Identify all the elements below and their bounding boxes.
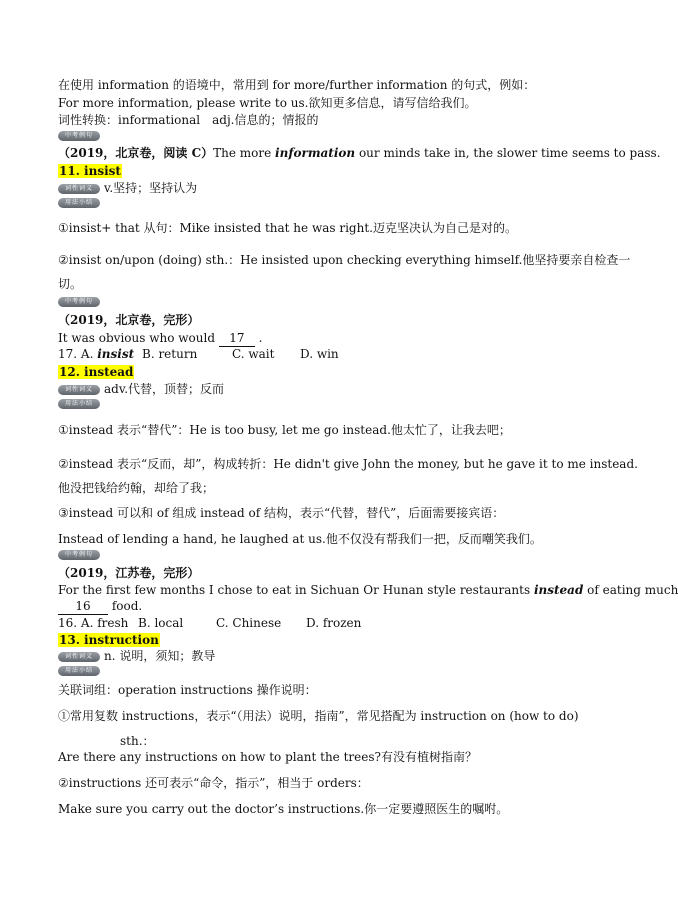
answer-options (58, 615, 390, 631)
usage-12-example: Instead of lending a hand, he laughed at us.他不仅没有帮我们一把，反而嘲笑我们。 (58, 532, 542, 546)
related-phrase: 关联词组：operation instructions 操作说明： (58, 683, 317, 697)
intro-line: 在使用 information 的语境中，常用到 for more/further information 的句式，例如： (58, 78, 536, 92)
usage-13-1-cont: sth.： (120, 734, 155, 748)
answer-options (58, 346, 384, 362)
definition: n. 说明，须知；教导 (104, 649, 216, 663)
definition: v.坚持；坚持认为 (104, 181, 198, 195)
option-d: D. frozen (306, 616, 362, 630)
definition: adv.代替，顶替；反而 (104, 382, 225, 396)
example-sentence: For more information, please write to us.欲知更多信息，请写信给我们。 (58, 96, 477, 110)
usage-13-2-example: Make sure you carry out the doctor’s instructions.你一定要遵照医生的嘱咐。 (58, 802, 509, 816)
usage-tag: 用法小结 (58, 198, 100, 208)
exam-example-tag: 中考例句 (58, 131, 100, 141)
word-definition-11 (58, 180, 197, 196)
exam-source: （2019，江苏卷，完形） (58, 566, 200, 580)
usage-13-1: ①常用复数 instructions，表示“（用法）说明，指南”，常见搭配为 instruction on (how to do) (58, 709, 579, 723)
option-c: C. wait (232, 347, 275, 361)
word-definition-12 (58, 381, 224, 397)
usage-12-1: ①instead 表示“替代”：He is too busy, let me go instead.他太忙了，让我去吧； (58, 423, 511, 437)
exam-source: （2019，北京卷，完形） (58, 313, 200, 327)
usage-11-2: ②insist on/upon (doing) sth.：He insisted upon checking everything himself.他坚持要亲自检查一 (58, 253, 631, 267)
usage-13-example: Are there any instructions on how to plant the trees?有没有植树指南？ (58, 750, 477, 764)
word-heading-11 (58, 163, 122, 179)
question-post: of eating much (583, 583, 678, 597)
blank: 17 (219, 330, 255, 347)
option-a: 16. A. fresh (58, 616, 129, 630)
word-conversion: 词性转换：informational adj.信息的；情报的 (58, 113, 319, 127)
question-pre: For the first few months I chose to eat in Sichuan Or Hunan style restaurants (58, 583, 534, 597)
vocab-tag: 词性词义 (58, 385, 100, 395)
word-heading-13 (58, 632, 160, 648)
question-pre: It was obvious who would (58, 331, 219, 345)
exam-sentence-pre: The more (213, 146, 276, 160)
option-b: B. local (138, 616, 184, 630)
word-definition-13 (58, 648, 215, 664)
exam-sentence-post: our minds take in, the slower time seems to pass. (355, 146, 661, 160)
usage-12-2: ②instead 表示“反而，却”，构成转折：He didn't give John the money, but he gave it to me instead. (58, 457, 638, 471)
exam-question-cont (58, 598, 142, 615)
question-post: . (254, 331, 263, 345)
exam-example-tag: 中考例句 (58, 297, 100, 307)
usage-11-1: ①insist+ that 从句：Mike insisted that he was right.迈克坚决认为自己是对的。 (58, 221, 517, 235)
word-title: 11. insist (59, 164, 121, 178)
word-heading-12 (58, 364, 134, 380)
vocab-tag: 词性词义 (58, 652, 100, 662)
exam-question (58, 582, 678, 598)
word-title: 13. instruction (59, 633, 159, 647)
usage-tag: 用法小结 (58, 399, 100, 409)
exam-example (58, 145, 661, 161)
usage-11-2-cont: 切。 (58, 277, 83, 291)
usage-tag: 用法小结 (58, 666, 100, 676)
option-d: D. win (300, 347, 339, 361)
exam-keyword: information (275, 146, 356, 160)
vocab-tag: 词性词义 (58, 184, 100, 194)
option-b: B. return (142, 347, 198, 361)
exam-source: （2019，北京卷，阅读 C） (58, 146, 214, 160)
question-end: food. (108, 599, 143, 613)
exam-example-tag: 中考例句 (58, 550, 100, 560)
exam-question (58, 330, 262, 347)
blank: 16 (58, 598, 108, 615)
option-a: 17. A. insist (58, 347, 135, 361)
usage-12-3: ③instead 可以和 of 组成 instead of 结构，表示“代替，替代”，后面需要接宾语： (58, 506, 505, 520)
option-c: C. Chinese (216, 616, 282, 630)
exam-keyword: instead (533, 583, 584, 597)
word-title: 12. instead (59, 365, 134, 379)
usage-13-2: ②instructions 还可表示“命令，指示”，相当于 orders： (58, 776, 369, 790)
usage-12-2-cont: 他没把钱给约翰，却给了我； (58, 481, 215, 495)
